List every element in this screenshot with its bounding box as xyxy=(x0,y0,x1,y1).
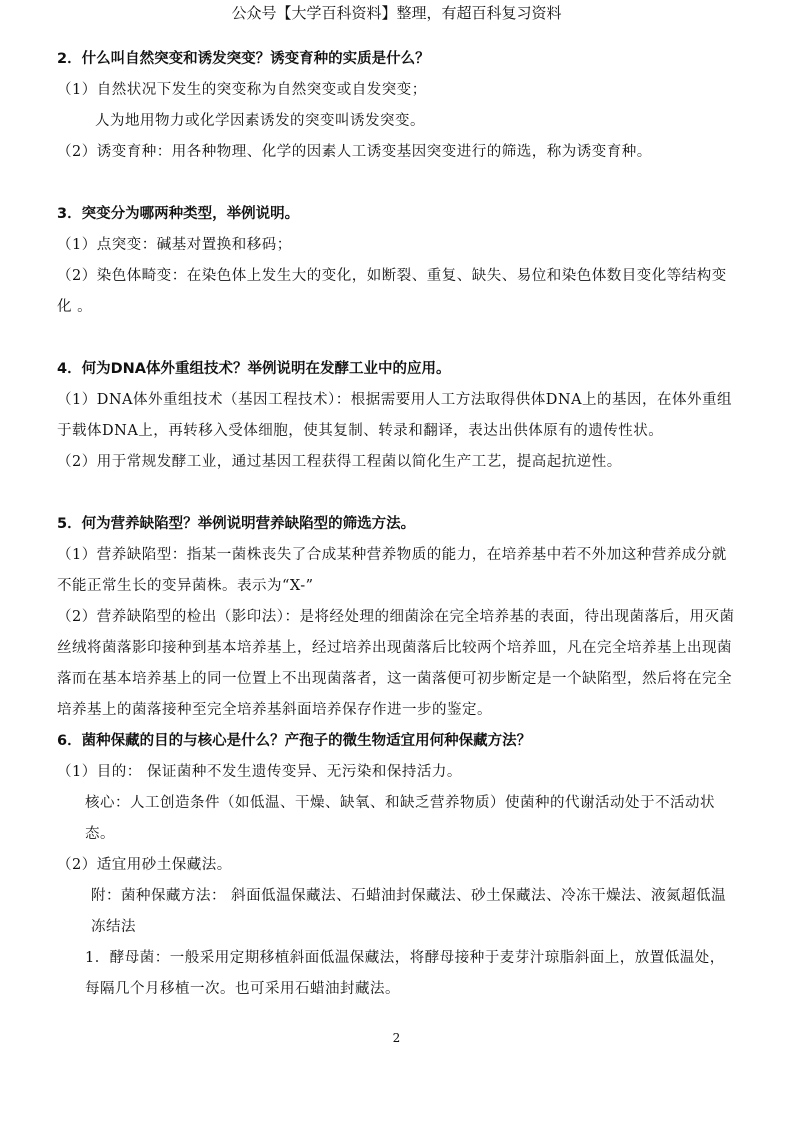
question-5-answer-1: （1）营养缺陷型：指某一菌株丧失了合成某种营养物质的能力，在培养基中若不外加这种营养成分就不能正常生长的变异菌株。表示为“X-” xyxy=(57,547,727,594)
page-header: 公众号【大学百科资料】整理，有超百科复习资料 xyxy=(231,4,562,22)
question-2-answer-2: （2）诱变育种：用各种物理、化学的因素人工诱变基因突变进行的筛选，称为诱变育种。 xyxy=(57,144,652,160)
question-6-appendix: 附：菌种保藏方法： 斜面低温保藏法、石蜡油封保藏法、砂土保藏法、冷冻干燥法、液氮超低温冻结法 xyxy=(91,888,727,935)
question-5-title: 5．何为营养缺陷型？举例说明营养缺陷型的筛选方法。 xyxy=(57,516,416,532)
document-body xyxy=(57,44,737,1005)
question-3-answer-1: （1）点突变：碱基对置换和移码； xyxy=(57,237,292,253)
question-4-answer-2: （2）用于常规发酵工业，通过基因工程获得工程菌以简化生产工艺，提高起抗逆性。 xyxy=(57,454,622,470)
spacer xyxy=(57,168,737,199)
spacer xyxy=(57,323,737,354)
question-6-answer-1: （1）目的： 保证菌种不发生遗传变异、无污染和保持活力。 xyxy=(57,764,462,780)
page-number: 2 xyxy=(392,1031,401,1045)
question-6-answer-2: （2）适宜用砂土保藏法。 xyxy=(57,857,232,873)
question-3-title: 3．突变分为哪两种类型，举例说明。 xyxy=(57,206,300,222)
question-2-title: 2．什么叫自然突变和诱发突变？诱变育种的实质是什么？ xyxy=(57,51,430,67)
spacer xyxy=(57,478,737,509)
question-3-answer-2: （2）染色体畸变：在染色体上发生大的变化，如断裂、重复、缺失、易位和染色体数目变化等结构变化 。 xyxy=(57,268,727,315)
question-4-title: 4．何为DNA体外重组技术？举例说明在发酵工业中的应用。 xyxy=(57,361,451,377)
question-2-answer-1b: 人为地用物力或化学因素诱发的突变叫诱发突变。 xyxy=(95,113,425,129)
question-6-yeast-method: 1．酵母菌：一般采用定期移植斜面低温保藏法，将酵母接种于麦芽汁琼脂斜面上，放置低温处，每隔几个月移植一次。也可采用石蜡油封藏法。 xyxy=(85,950,725,997)
question-2-answer-1: （1）自然状况下发生的突变称为自然突变或自发突变； xyxy=(57,82,427,98)
question-6-title: 6．菌种保藏的目的与核心是什么？产孢子的微生物适宜用何种保藏方法？ xyxy=(57,733,532,749)
question-6-answer-1b: 核心：人工创造条件（如低温、干燥、缺氧、和缺乏营养物质）使菌种的代谢活动处于不活动状态。 xyxy=(85,795,715,842)
question-5-answer-2: （2）营养缺陷型的检出（影印法）：是将经处理的细菌涂在完全培养基的表面，待出现菌落后，用灭菌丝绒将菌落影印接种到基本培养基上，经过培养出现菌落后比较两个培养皿，凡在完全培养基上出现菌落而在基本培养基上的同一位置上不出现菌落者，这一菌落便可初步断定是一个缺陷型，然后将在完全培养基上的菌落接种至完全培养基斜面培养保存作进一步的鉴定。 xyxy=(57,609,735,718)
question-4-answer-1: （1）DNA体外重组技术（基因工程技术）：根据需要用人工方法取得供体DNA上的基因，在体外重组于载体DNA上，再转移入受体细胞，使其复制、转录和翻译，表达出供体原有的遗传性状。 xyxy=(57,392,733,439)
